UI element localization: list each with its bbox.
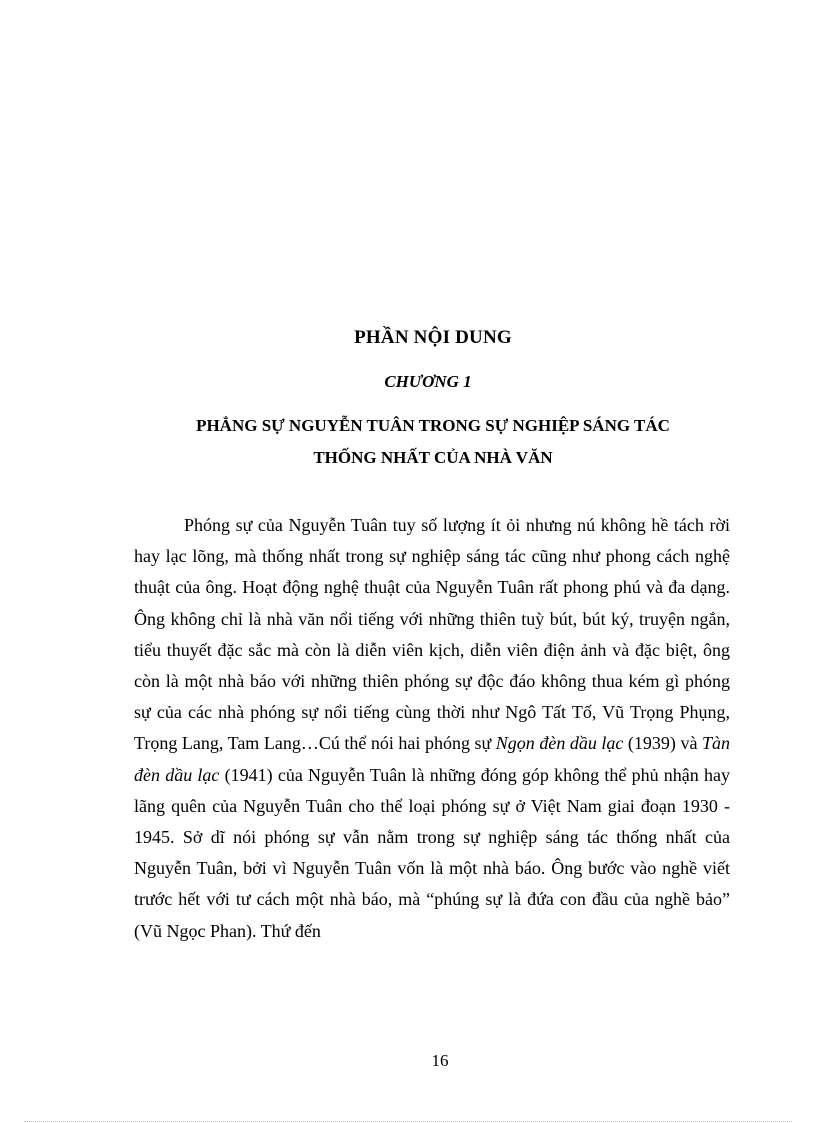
work-title-tan-den-dau-lac: Tàn đèn dầu lạc xyxy=(134,733,730,785)
chapter-title-line-2: THỐNG NHẤT CỦA NHÀ VĂN xyxy=(313,448,553,467)
paragraph-text-segment: Phóng sự của Nguyễn Tuân tuy số lượng ít ỏi nhưng nú không hề tách rời hay lạc lõng, mà thống nhất trong sự nghiệp sáng tác cũng như phong cách nghệ thuật của ông. Hoạt động nghệ thuật của Nguyễn Tuân rất phong phú và đa dạng. Ông không chỉ là nhà văn nổi tiếng với những thiên tuỳ bút, bút ký, truyện ngắn, tiểu thuyết đặc sắc mà còn là diễn viên kịch, diễn viên điện ảnh và đặc biệt, ông còn là một nhà báo với những thiên phóng sự độc đáo không thua kém gì phóng sự của các nhà phóng sự nổi tiếng cùng thời như Ngô Tất Tố, Vũ Trọng Phụng, Trọng Lang, Tam Lang…Cú thể nói hai phóng sự xyxy=(134,515,730,754)
page-number: 16 xyxy=(431,1051,449,1070)
chapter-title-line-1: PHẲNG SỰ NGUYỄN TUÂN TRONG SỰ NGHIỆP SÁNG TÁC xyxy=(196,416,670,435)
chapter-label: CHƯƠNG 1 xyxy=(384,372,472,391)
chapter-title xyxy=(0,410,816,474)
footer-dotted-rule xyxy=(24,1121,792,1122)
paragraph-text-segment: (1941) của Nguyễn Tuân là những đóng góp không thể phủ nhận hay lãng quên của Nguyễn Tuân cho thể loại phóng sự ở Việt Nam giai đoạn 1930 - 1945. Sở dĩ nói phóng sự vẫn nằm trong sự nghiệp sáng tác thống nhất của Nguyễn Tuân, bởi vì Nguyễn Tuân vốn là một nhà báo. Ông bước vào nghề viết trước hết với tư cách một nhà báo, mà “phúng sự là đứa con đầu của nghề bảo” (Vũ Ngọc Phan). Thứ đến xyxy=(134,764,730,941)
body-paragraph xyxy=(134,510,730,947)
paragraph-text-segment: (1939) và xyxy=(623,733,702,754)
work-title-ngon-den-dau-lac: Ngọn đèn dầu lạc xyxy=(495,733,624,754)
part-title: PHẦN NỘI DUNG xyxy=(354,327,512,348)
